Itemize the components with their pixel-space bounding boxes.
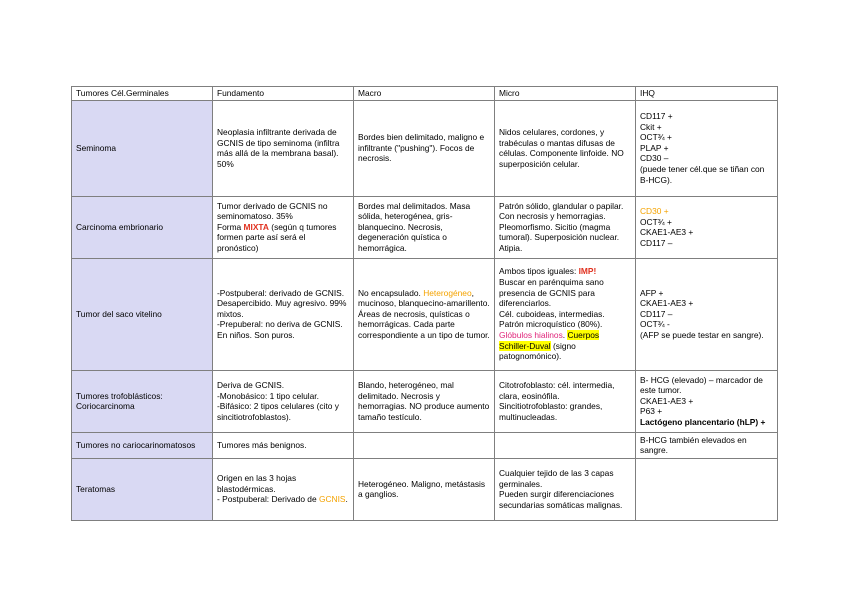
ihq-item: OCT¾ + xyxy=(640,132,672,143)
macro-coriocarcinoma: Blando, heterogéneo, mal delimitado. Necrosis y hemorragias. NO produce aumento tamaño testículo. xyxy=(354,370,495,432)
macro-no-cariocarinomatosos xyxy=(354,432,495,458)
row-name-coriocarcinoma: Tumores trofoblásticos: Coriocarcinoma xyxy=(72,370,213,432)
header-micro: Micro xyxy=(495,87,636,101)
header-fundamento: Fundamento xyxy=(213,87,354,101)
fundamento-teratomas: Origen en las 3 hojas blastodérmicas. - Postpuberal: Derivado de GCNIS. xyxy=(213,458,354,520)
ihq-item: PLAP + xyxy=(640,142,669,153)
ihq-no-cariocarinomatosos xyxy=(636,432,778,458)
table-row-seminoma xyxy=(72,100,778,196)
ihq-item: OCT¾ - xyxy=(640,319,670,330)
fundamento-seminoma: Neoplasia infiltrante derivada de GCNIS de tipo seminoma (infiltra más allá de la membrana basal). 50% xyxy=(213,100,354,196)
fundamento-no-cariocarinomatosos: Tumores más benignos. xyxy=(213,432,354,458)
globulos-highlight: Glóbulos hialinos xyxy=(499,329,563,340)
schiller-duval-highlight: Cuerpos Schiller-Duval xyxy=(499,329,600,351)
ihq-item: CKAE1-AE3 + xyxy=(640,395,694,406)
table-row-saco-vitelino xyxy=(72,258,778,370)
fundamento-coriocarcinoma: Deriva de GCNIS. -Monobásico: 1 tipo celular. -Bifásico: 2 tipos celulares (cito y sincitiotrofoblastos). xyxy=(213,370,354,432)
table-row-no-cariocarinomatosos xyxy=(72,432,778,458)
ihq-item: OCT¾ + xyxy=(640,216,672,227)
row-name-saco-vitelino: Tumor del saco vitelino xyxy=(72,258,213,370)
header-tumores: Tumores Cél.Germinales xyxy=(72,87,213,101)
row-name-carcinoma-embrionario: Carcinoma embrionario xyxy=(72,196,213,258)
table-header-row xyxy=(72,87,778,101)
ihq-teratomas xyxy=(636,458,778,520)
ihq-item: CD117 – xyxy=(640,237,673,248)
row-name-no-cariocarinomatosos: Tumores no cariocarinomatosos xyxy=(72,432,213,458)
ihq-item: B-HCG también elevados en sangre. xyxy=(640,434,747,456)
fundamento-carcinoma-embrionario: Tumor derivado de GCNIS no seminomatoso. 35% Forma MIXTA (según q tumores formen parte así será el pronóstico) xyxy=(213,196,354,258)
ihq-coriocarcinoma xyxy=(636,370,778,432)
table-row-carcinoma-embrionario xyxy=(72,196,778,258)
gcnis-highlight: GCNIS xyxy=(318,494,346,505)
macro-carcinoma-embrionario: Bordes mal delimitados. Masa sólida, heterogénea, gris-blanquecino. Necrosis, degeneración quística o hemorrágica. xyxy=(354,196,495,258)
micro-saco-vitelino: Ambos tipos iguales: IMP! Buscar en parénquima sano presencia de GCNIS para diferenciarlos. Cél. cuboideas, intermedias. Patrón microquístico (80%). Glóbulos hialinos. Cuerpos Schiller-Duval (signo patognomónico). xyxy=(495,258,636,370)
ihq-item: Ckit + xyxy=(640,121,662,132)
micro-seminoma: Nidos celulares, cordones, y trabéculas o mantas difusas de células. Componente linfoide. NO superposición celular. xyxy=(495,100,636,196)
heterogeneo-highlight: Heterogéneo xyxy=(423,287,472,298)
micro-no-cariocarinomatosos xyxy=(495,432,636,458)
germ-cell-tumors-table xyxy=(71,86,778,521)
ihq-item: (puede tener cél.que se tiñan con B-HCG). xyxy=(640,163,765,185)
ihq-item: CKAE1-AE3 + xyxy=(640,227,694,238)
ihq-item: CD117 – xyxy=(640,308,673,319)
ihq-item: CD30 + xyxy=(640,205,669,216)
table-row-teratomas xyxy=(72,458,778,520)
ihq-carcinoma-embrionario xyxy=(636,196,778,258)
row-name-teratomas: Teratomas xyxy=(72,458,213,520)
ihq-item: Lactógeno plancentario (hLP) + xyxy=(640,416,766,427)
header-macro: Macro xyxy=(354,87,495,101)
micro-teratomas: Cualquier tejido de las 3 capas germinales. Pueden surgir diferenciaciones secundarias somáticas malignas. xyxy=(495,458,636,520)
ihq-saco-vitelino xyxy=(636,258,778,370)
micro-coriocarcinoma: Citotrofoblasto: cél. intermedia, clara, eosinófila. Sincitiotrofoblasto: grandes, multinucleadas. xyxy=(495,370,636,432)
mixta-highlight: MIXTA xyxy=(243,221,269,232)
macro-seminoma: Bordes bien delimitado, maligno e infiltrante ("pushing"). Focos de necrosis. xyxy=(354,100,495,196)
ihq-seminoma xyxy=(636,100,778,196)
header-ihq: IHQ xyxy=(636,87,778,101)
macro-saco-vitelino: No encapsulado. Heterogéneo, mucinoso, blanquecino-amarillento. Áreas de necrosis, quísticas o hemorrágicas. Cada parte correspondiente a un tipo de tumor. xyxy=(354,258,495,370)
ihq-item: CD117 + xyxy=(640,111,673,122)
table-row-coriocarcinoma xyxy=(72,370,778,432)
ihq-item: B- HCG (elevado) – marcador de este tumor. xyxy=(640,374,763,396)
micro-carcinoma-embrionario: Patrón sólido, glandular o papilar. Con necrosis y hemorragias. Pleomorfismo. Sicitio (magma tumoral). Superposición nuclear. Atipia. xyxy=(495,196,636,258)
ihq-item: AFP + xyxy=(640,287,664,298)
fundamento-saco-vitelino: -Postpuberal: derivado de GCNIS. Desapercibido. Muy agresivo. 99% mixtos. -Prepuberal: no deriva de GCNIS. En niños. Son puros. xyxy=(213,258,354,370)
imp-highlight: IMP! xyxy=(578,266,597,277)
row-name-seminoma: Seminoma xyxy=(72,100,213,196)
ihq-item: CKAE1-AE3 + xyxy=(640,298,694,309)
ihq-item: CD30 – xyxy=(640,153,669,164)
ihq-item: (AFP se puede testar en sangre). xyxy=(640,329,764,340)
macro-teratomas: Heterogéneo. Maligno, metástasis a ganglios. xyxy=(354,458,495,520)
ihq-item: P63 + xyxy=(640,406,663,417)
